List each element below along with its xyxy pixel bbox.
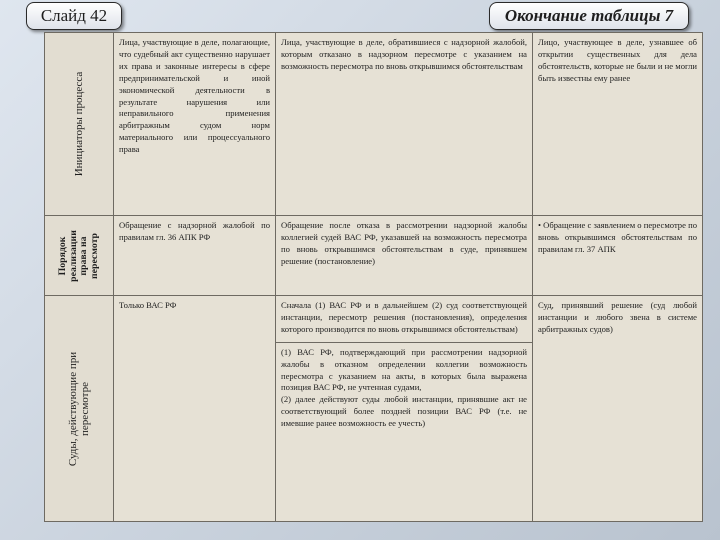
table-row-initiators (45, 33, 703, 216)
table-row-procedure (45, 216, 703, 296)
table-cell: Только ВАС РФ (114, 296, 276, 522)
row-header-initiators-text: Инициаторы процесса (73, 71, 85, 177)
table-cell: Суд, принявший решение (суд любой инстанции и любого звена в системе арбитражных судов) (533, 296, 703, 522)
cell-text: (1) ВАС РФ, подтверждающий при рассмотрении надзорной жалобы в отказном определении коллегии возможность пересмотра с указанием на акты, в которых была выражена позиция ВАС РФ, не учтенная судами, (2) далее действуют суды любой инстанции, принявшие акт не соответствующий более поздней позиции ВАС РФ (т.е. не имевшие ранее возможность ее учесть) (281, 346, 527, 429)
table-row-courts (45, 296, 703, 522)
row-header-initiators (45, 33, 114, 216)
table-title-badge: Окончание таблицы 7 (489, 2, 689, 30)
cell-divider (276, 342, 532, 343)
comparison-table (44, 32, 703, 522)
row-header-courts-text: Суды, действующие при пересмотре (67, 351, 91, 466)
table-cell: Лицо, участвующее в деле, узнавшее об открытии существенных для дела обстоятельств, которые не были и не могли быть известны ему ранее (533, 33, 703, 216)
table-cell: • Обращение с заявлением о пересмотре по вновь открывшимся обстоятельствам по правилам гл. 37 АПК (533, 216, 703, 296)
slide-number-badge: Слайд 42 (26, 2, 122, 30)
table-cell: Лица, участвующие в деле, обратившиеся с надзорной жалобой, которым отказано в надзорном пересмотре с указанием на возможность пересмотра по вновь открывшимся обстоятельствам (276, 33, 533, 216)
table-cell: Обращение после отказа в рассмотрении надзорной жалобы коллегией судей ВАС РФ, указавшей на возможность пересмотра по вновь открывшимся обстоятельствам в суде, принявшем решение (постановление) (276, 216, 533, 296)
row-header-courts (45, 296, 114, 522)
row-header-procedure-text: Порядок реализации права на пересмотр (56, 229, 100, 282)
row-header-procedure (45, 216, 114, 296)
table-cell: Лица, участвующие в деле, полагающие, что судебный акт существенно нарушает их права и законные интересы в сфере предпринимательской и иной экономической деятельности в результате нарушения или неправильного применения арбитражным судом норм материального или процессуального права (114, 33, 276, 216)
cell-text: Сначала (1) ВАС РФ и в дальнейшем (2) суд соответствующей инстанции, пересмотр решения (постановления), определения которого производится по вновь открывшимся обстоятельствам) (281, 300, 527, 334)
table-cell-split (276, 296, 533, 522)
table-cell: Обращение с надзорной жалобой по правилам гл. 36 АПК РФ (114, 216, 276, 296)
